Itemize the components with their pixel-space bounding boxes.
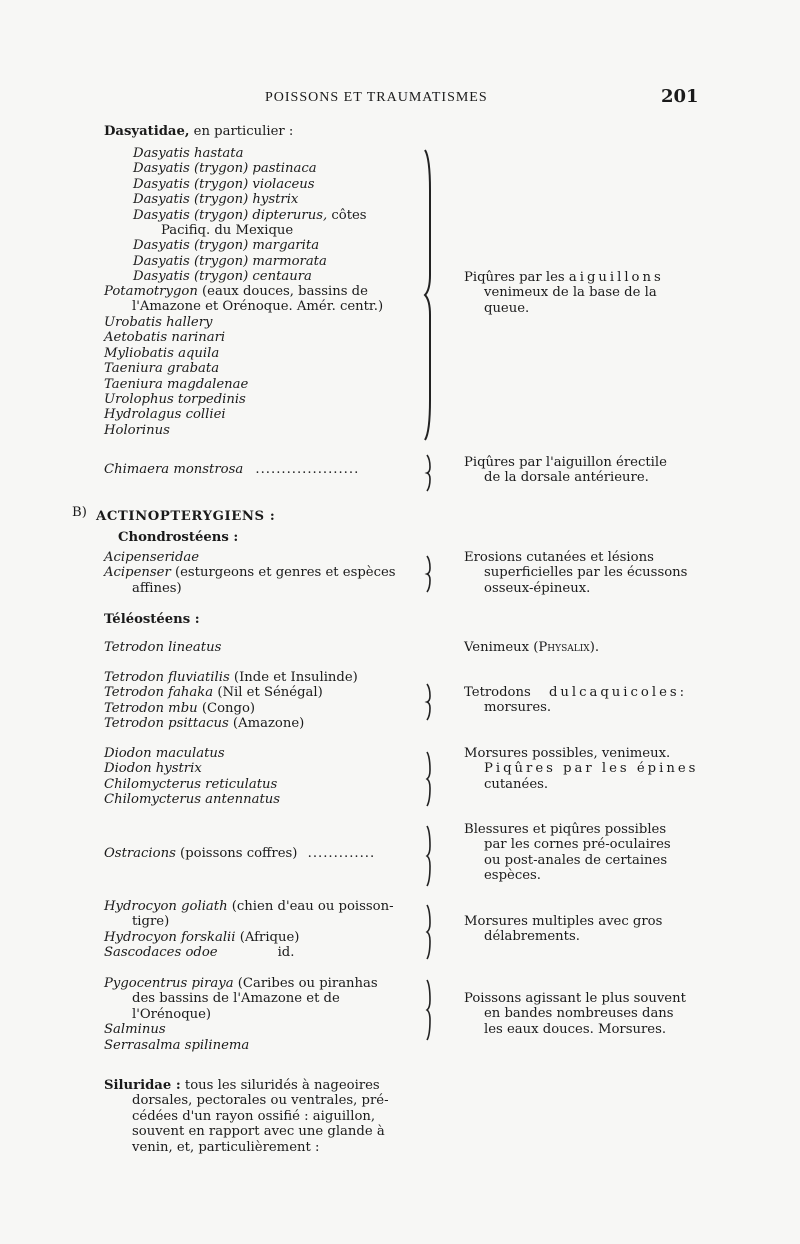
species-item: Holorinus xyxy=(104,422,170,438)
desc-line: Morsures multiples avec gros xyxy=(464,914,663,929)
species-note-line: l'Orénoque) xyxy=(132,1006,212,1022)
species-item: Chilomycterus antennatus xyxy=(104,792,281,808)
ostracions-entry xyxy=(104,846,375,861)
species-item: Hydrolagus colliei xyxy=(104,407,226,423)
desc-line: en bandes nombreuses dans xyxy=(484,1006,674,1022)
brace xyxy=(426,684,436,724)
leader-dots: ............. xyxy=(307,846,376,861)
species-item: Serrasalma spilinema xyxy=(104,1037,250,1053)
species-item: Tetrodon lineatus xyxy=(104,640,222,655)
brace xyxy=(426,752,436,810)
desc-line: espèces. xyxy=(484,868,541,884)
desc-line: par les cornes pré-oculaires xyxy=(484,837,671,853)
paragraph-line: tous les siluridés à nageoires xyxy=(180,1078,380,1093)
desc-text: Tetrodons xyxy=(464,685,531,700)
species-note: id. xyxy=(277,945,295,961)
hydrocyon-group xyxy=(104,899,394,961)
desc-line: les eaux douces. Morsures. xyxy=(484,1021,667,1037)
desc-text: Venimeux ( xyxy=(464,640,539,655)
species-item: Aetobatis narinari xyxy=(104,330,226,346)
acipenser-description xyxy=(464,550,687,596)
desc-line: délabrements. xyxy=(484,929,580,945)
potamotrygon-entry xyxy=(104,284,383,315)
species-note-line: l'Amazone et Orénoque. Amér. centr.) xyxy=(132,299,384,315)
species-item: Chilomycterus reticulatus xyxy=(104,776,278,792)
desc-line: Erosions cutanées et lésions xyxy=(464,550,654,565)
tetrodon-group xyxy=(104,670,358,732)
desc-line: Blessures et piqûres possibles xyxy=(464,822,667,837)
species-name: Hydrocyon forskalii xyxy=(104,929,236,945)
species-note: côtes xyxy=(327,207,367,223)
species-note: (chien d'eau ou poisson- xyxy=(227,899,394,914)
species-note-line: tigre) xyxy=(132,914,170,930)
species-name: Hydrocyon goliath xyxy=(104,899,228,914)
diodon-description xyxy=(464,746,698,792)
species-note: (Caribes ou piranhas xyxy=(233,976,378,991)
brace xyxy=(426,556,436,596)
hydrocyon-description xyxy=(464,914,662,945)
species-item: Tetrodon fahaka (Nil et Sénégal) xyxy=(104,685,323,701)
species-note-line: des bassins de l'Amazone et de xyxy=(132,991,340,1007)
species-item: Dasyatis (trygon) marmorata xyxy=(133,253,327,269)
desc-line: Morsures possibles, venimeux. xyxy=(464,746,671,761)
brace xyxy=(423,150,433,444)
species-list xyxy=(133,146,367,285)
desc-emph: Piqûres par les épines xyxy=(484,761,699,777)
species-item: Diodon hystrix xyxy=(104,761,202,777)
species-note: (poissons coffres) xyxy=(175,846,298,861)
desc-line: morsures. xyxy=(484,700,552,716)
desc-line: superficielles par les écussons xyxy=(484,565,688,581)
species-list-2 xyxy=(104,315,248,438)
ostracions-description xyxy=(464,822,671,884)
species-name: Dasyatis (trygon) dipterurus, xyxy=(133,207,328,223)
species-name: Sascodaces odoe xyxy=(104,945,218,961)
subsection-heading: Chondrostéens : xyxy=(118,530,239,545)
desc-line: queue. xyxy=(484,300,530,316)
paragraph-line: venin, et, particulièrement : xyxy=(132,1139,320,1155)
species-item: Tetrodon psittacus (Amazone) xyxy=(104,716,305,732)
species-note: (eaux douces, bassins de xyxy=(197,284,368,299)
leader-dots: .................... xyxy=(255,462,360,477)
desc-line: ou post-anales de certaines xyxy=(484,852,668,868)
section-marker: B) xyxy=(72,505,87,520)
species-item: Urolophus torpedinis xyxy=(104,392,246,408)
paragraph-line: cédées d'un rayon ossifié : aiguillon, xyxy=(132,1108,376,1124)
species-item: Dasyatis (trygon) centaura xyxy=(133,269,312,285)
running-title: POISSONS ET TRAUMATISMES xyxy=(265,90,488,105)
brace xyxy=(426,826,436,890)
species-item: Diodon maculatus xyxy=(104,746,225,761)
desc-line: cutanées. xyxy=(484,776,549,792)
desc-line: Poissons agissant le plus souvent xyxy=(464,991,686,1006)
species-item: Myliobatis aquila xyxy=(104,345,220,361)
family-name: Dasyatidae, xyxy=(104,124,190,139)
desc-line: Piqûres par l'aiguillon érectile xyxy=(464,455,667,470)
species-item: Dasyatis (trygon) margarita xyxy=(133,238,320,254)
species-note: (esturgeons et genres et espèces xyxy=(170,565,396,581)
brace xyxy=(426,905,436,963)
species-item: Tetrodon mbu (Congo) xyxy=(104,700,256,716)
species-name: Ostracions xyxy=(104,846,176,861)
brace xyxy=(426,980,436,1044)
pygocentrus-group xyxy=(104,976,378,1053)
chimaera-description xyxy=(464,455,667,486)
desc-text: ). xyxy=(589,640,600,655)
species-name: Acipenser xyxy=(104,565,171,581)
species-item: Tetrodon fluviatilis (Inde et Insulinde) xyxy=(104,670,358,685)
species-name: Potamotrygon xyxy=(104,284,198,299)
family-name: Siluridae : xyxy=(104,1078,181,1093)
tetrodon-description xyxy=(464,685,687,716)
species-note-line: Pacifiq. du Mexique xyxy=(161,223,294,239)
brace xyxy=(426,455,436,495)
pygocentrus-description xyxy=(464,991,686,1037)
species-item: Acipenseridae xyxy=(104,550,200,565)
section-heading: ACTINOPTERYGIENS : xyxy=(96,509,276,524)
species-item: Dasyatis hastata xyxy=(133,146,244,161)
dasyatidae-heading xyxy=(104,124,293,139)
species-item xyxy=(133,208,367,223)
species-item: Dasyatis (trygon) violaceus xyxy=(133,176,315,192)
heading-rest: en particulier : xyxy=(189,124,294,139)
desc-line: venimeux de la base de la xyxy=(484,285,657,301)
species-name: Pygocentrus piraya xyxy=(104,976,234,991)
subsection-heading: Téléostéens : xyxy=(104,612,200,627)
desc-line: de la dorsale antérieure. xyxy=(484,470,649,486)
siluridae-paragraph xyxy=(104,1078,389,1155)
acipenser-entry xyxy=(104,550,396,596)
desc-text: Piqûres par les xyxy=(464,270,565,285)
tetro-lineatus-description xyxy=(464,640,599,655)
species-note-line: affines) xyxy=(132,580,182,596)
paragraph-line: souvent en rapport avec une glande à xyxy=(132,1124,385,1140)
diodon-group xyxy=(104,746,280,808)
desc-emph: dulcaquicoles: xyxy=(548,685,688,700)
author-name: Physalix xyxy=(538,640,590,655)
desc-emph: aiguillons xyxy=(568,270,664,285)
species-name: Chimaera monstrosa xyxy=(104,462,244,477)
species-item: Taeniura magdalenae xyxy=(104,376,249,392)
species-item: Taeniura grabata xyxy=(104,361,220,377)
species-item: Dasyatis (trygon) pastinaca xyxy=(133,161,317,177)
page-number: 201 xyxy=(661,86,699,107)
paragraph-line: dorsales, pectorales ou ventrales, pré- xyxy=(132,1093,389,1109)
species-note: (Afrique) xyxy=(235,929,300,945)
species-item: Urobatis hallery xyxy=(104,315,213,330)
species-item: Dasyatis (trygon) hystrix xyxy=(133,192,299,208)
dasyatidae-description xyxy=(464,270,664,316)
chimaera-entry xyxy=(104,462,359,477)
desc-line: osseux-épineux. xyxy=(484,580,591,596)
species-item: Salminus xyxy=(104,1022,166,1038)
